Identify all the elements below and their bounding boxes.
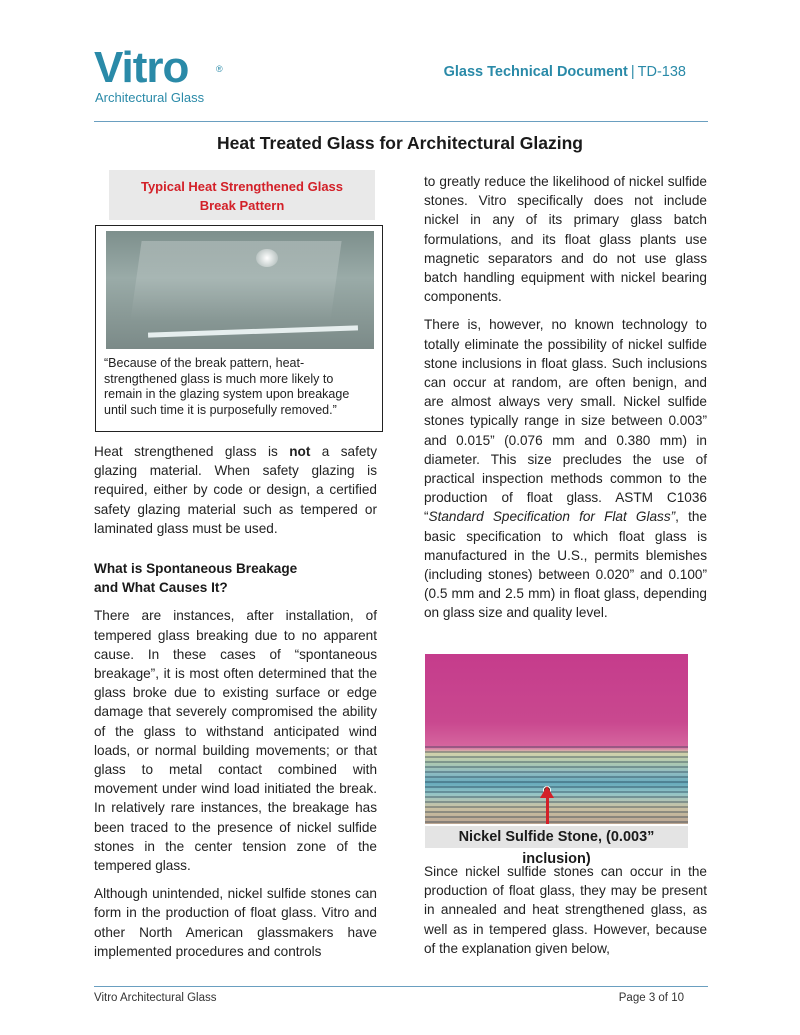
doc-id: TD-138 — [637, 64, 686, 80]
figure-caption-box — [109, 170, 375, 220]
nickel-sulfide-label: Nickel Sulfide Stone, (0.003” inclusion) — [425, 826, 688, 848]
paragraph-since: Since nickel sulfide stones can occur in the production of float glass, they may be present in annealed and heat strengthened glass, as well as in tempered glass. However, because of the explanation given below, — [424, 864, 707, 956]
nickel-sulfide-photo — [425, 654, 688, 824]
glass-edge — [148, 325, 358, 337]
right-column — [424, 172, 707, 632]
paragraph-no-technology — [424, 315, 707, 622]
break-pattern-photo — [106, 231, 374, 349]
text-run: There is, however, no known technology to totally eliminate the possibility of nickel sulfide stone inclusions in float glass. Such inclusions can occur at random, are often benign, and are almost always very small. Nickel sulfide stones typically range in size between 0.003” and 0.015” (0.076 mm and 0.380 mm) in diameter. This size precludes the use of practical inspection methods common to the production of float glass. ASTM C1036 “ — [424, 317, 707, 525]
paragraph-spontaneous: There are instances, after installation, of tempered glass breaking due to no apparent cause. In these cases of “spontaneous breakage”, it is most often determined that the glass broke due to existing surface or edge damage that severely compromised the ability of the glass to withstand anticipated wind loads, or normal building movements; or that glass to metal contact combined with movement under wind load initiated the break. In relatively rare instances, the breakage has been traced to the presence of nickel sulfide stones in the center tension zone of the tempered glass. — [94, 608, 377, 874]
doc-type: Glass Technical Document — [443, 64, 628, 80]
footer-company: Vitro Architectural Glass — [94, 992, 217, 1004]
paragraph-nickel-sulfide: Although unintended, nickel sulfide stones can form in the production of float glass. Vitro and other North American glassmakers have implemented procedures and controls — [94, 886, 377, 959]
light-reflection — [256, 249, 278, 267]
text-run: , the basic specification to which float glass is manufactured in the U.S., permits blemishes (including stones) between 0.020” and 0.100” (0.5 mm and 2.5 mm) in float glass, depending on glass size and quality level. — [424, 509, 707, 621]
figure-caption-line2: Break Pattern — [199, 198, 285, 213]
stress-fringes — [425, 746, 688, 824]
spacer — [94, 547, 377, 559]
logo-wordmark: Vitro — [94, 43, 189, 92]
heading-line1: What is Spontaneous Breakage — [94, 561, 298, 577]
footer-rule — [94, 986, 708, 987]
text-run: Heat strengthened glass is — [94, 444, 290, 459]
document-header — [444, 64, 686, 80]
paragraph-reduce: to greatly reduce the likelihood of nickel sulfide stones. Vitro specifically does not include nickel in any of its primary glass batch formulations, and its float glass plants use magnetic separators and do not use glass batch handling equipment with nickel bearing components. — [424, 174, 707, 305]
break-pattern-figure — [95, 225, 383, 432]
page-number: Page 3 of 10 — [618, 992, 684, 1004]
text-run: a safety glazing material. When safety glazing is required, either by code or design, a certified safety glazing material such as tempered or laminated glass must be used. — [94, 444, 378, 536]
text-bold: not — [289, 444, 311, 459]
heading-line2: and What Causes It? — [94, 580, 228, 596]
page-title: Heat Treated Glass for Architectural Glazing — [217, 133, 583, 153]
arrow-shaft — [546, 796, 549, 824]
text-italic: Standard Specification for Flat Glass” — [428, 509, 676, 525]
logo-registered-mark: ® — [216, 64, 223, 74]
figure-caption-line1: Typical Heat Strengthened Glass — [140, 179, 344, 194]
left-column — [94, 442, 377, 970]
glass-sheen — [130, 241, 341, 321]
header-separator: | — [630, 64, 635, 80]
right-column-continued — [424, 862, 707, 967]
vitro-logo — [94, 43, 234, 108]
paragraph-safety — [94, 442, 377, 538]
section-heading — [94, 559, 377, 597]
header-rule — [94, 121, 708, 122]
logo-subtitle: Architectural Glass — [95, 90, 205, 105]
figure-quote: “Because of the break pattern, heat-strengthened glass is much more likely to remain in the glazing system upon breakage until such time it is purposefully removed.” — [104, 356, 350, 417]
